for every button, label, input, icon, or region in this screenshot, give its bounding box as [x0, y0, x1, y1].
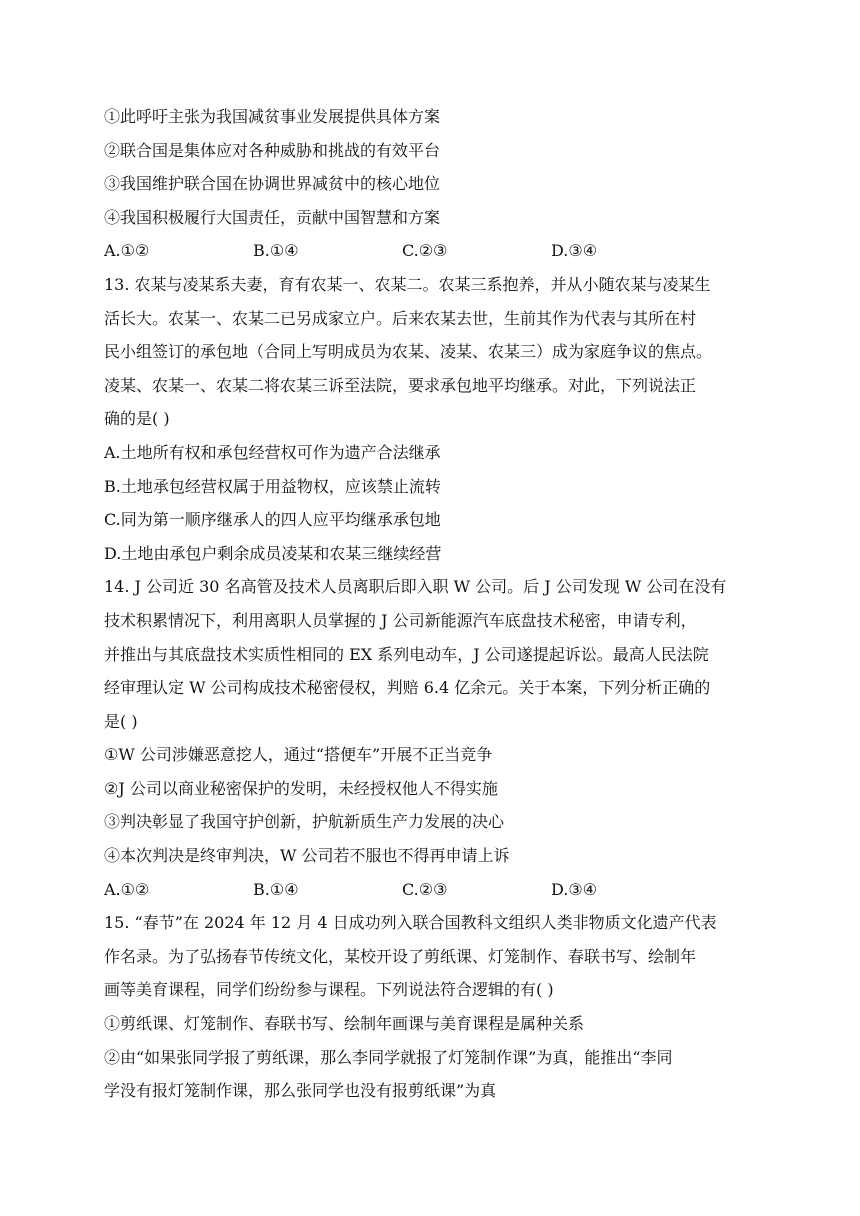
- statement-item: ②J 公司以商业秘密保护的发明，未经授权他人不得实施: [104, 778, 498, 798]
- question-stem-line: 画等美育课程，同学们纷纷参与课程。下列说法符合逻辑的有( ): [104, 980, 554, 1000]
- question-13-options: [104, 436, 784, 570]
- statement-item: 学没有报灯笼制作课，那么张同学也没有报剪纸课”为真: [104, 1081, 497, 1101]
- question-stem-line: 确的是( ): [104, 409, 170, 429]
- question-stem-line: 民小组签订的承包地（合同上写明成员为农某、凌某、农某三）成为家庭争议的焦点。: [104, 342, 713, 362]
- statement-item: ①此呼吁主张为我国减贫事业发展提供具体方案: [104, 107, 441, 126]
- statement-item: ②由“如果张同学报了剪纸课，那么李同学就报了灯笼制作课”为真，能推出“李同: [104, 1047, 673, 1067]
- question-stem-line: 凌某、农某一、农某二将农某三诉至法院，要求承包地平均继承。对此，下列说法正: [104, 375, 697, 395]
- question-13-stem: [104, 268, 784, 436]
- answer-option: D.③④: [551, 241, 598, 261]
- statement-item: ③判决彰显了我国守护创新，护航新质生产力发展的决心: [104, 812, 505, 832]
- page-content: [104, 100, 784, 1108]
- question-stem-line: 经审理认定 W 公司构成技术秘密侵权，判赔 6.4 亿余元。关于本案，下列分析正确的: [104, 678, 711, 698]
- question-14-stem: [104, 570, 784, 738]
- question-stem-line: 活长大。农某一、农某二已另成家立户。后来农某去世，生前其作为代表与其所在村: [104, 308, 697, 328]
- question-stem-line: 技术积累情况下，利用离职人员掌握的 J 公司新能源汽车底盘技术秘密，申请专利，: [104, 610, 697, 630]
- question-stem-line: 14. J 公司近 30 名高管及技术人员离职后即入职 W 公司。后 J 公司发现 W 公司在没有: [104, 577, 727, 597]
- answer-option: A.①②: [104, 879, 150, 899]
- answer-option: B.①④: [253, 879, 299, 899]
- answer-option: A.土地所有权和承包经营权可作为遗产合法继承: [104, 442, 441, 462]
- question-14-items: [104, 738, 784, 872]
- statement-item: ④我国积极履行大国责任，贡献中国智慧和方案: [104, 207, 441, 227]
- answer-option: D.③④: [551, 879, 598, 899]
- answer-option: C.同为第一顺序继承人的四人应平均继承承包地: [104, 510, 441, 530]
- answer-option: B.土地承包经营权属于用益物权，应该禁止流转: [104, 476, 441, 496]
- statement-item: ①剪纸课、灯笼制作、春联书写、绘制年画课与美育课程是属种关系: [104, 1014, 585, 1034]
- statement-item: ③我国维护联合国在协调世界减贫中的核心地位: [104, 174, 441, 194]
- answer-option: C.②③: [402, 241, 448, 261]
- statement-item: ④本次判决是终审判决，W 公司若不服也不得再申请上诉: [104, 846, 510, 866]
- answer-option: D.土地由承包户剩余成员凌某和农某三继续经营: [104, 543, 442, 563]
- question-stem-line: 并推出与其底盘技术实质性相同的 EX 系列电动车，J 公司遂提起诉讼。最高人民法院: [104, 644, 709, 664]
- question-stem-line: 13. 农某与凌某系夫妻，育有农某一、农某二。农某三系抱养，并从小随农某与凌某生: [104, 274, 711, 294]
- statement-item: ①W 公司涉嫌恶意挖人，通过“搭便车”开展不正当竞争: [104, 745, 493, 765]
- question-stem-line: 15. “春节”在 2024 年 12 月 4 日成功列入联合国教科文组织人类非物质文化遗产代表: [104, 913, 717, 933]
- answer-option: C.②③: [402, 879, 448, 899]
- question-stem-line: 是( ): [104, 711, 138, 731]
- question-12-options: [104, 234, 784, 268]
- question-14-options: [104, 873, 784, 907]
- question-stem-line: 作名录。为了弘扬春节传统文化，某校开设了剪纸课、灯笼制作、春联书写、绘制年: [104, 946, 697, 966]
- answer-option: A.①②: [104, 241, 150, 261]
- question-15-items: [104, 1007, 784, 1108]
- question-15-stem: [104, 906, 784, 1007]
- statement-item: ②联合国是集体应对各种威胁和挑战的有效平台: [104, 140, 441, 160]
- question-12-items: [104, 100, 784, 234]
- answer-option: B.①④: [253, 241, 299, 261]
